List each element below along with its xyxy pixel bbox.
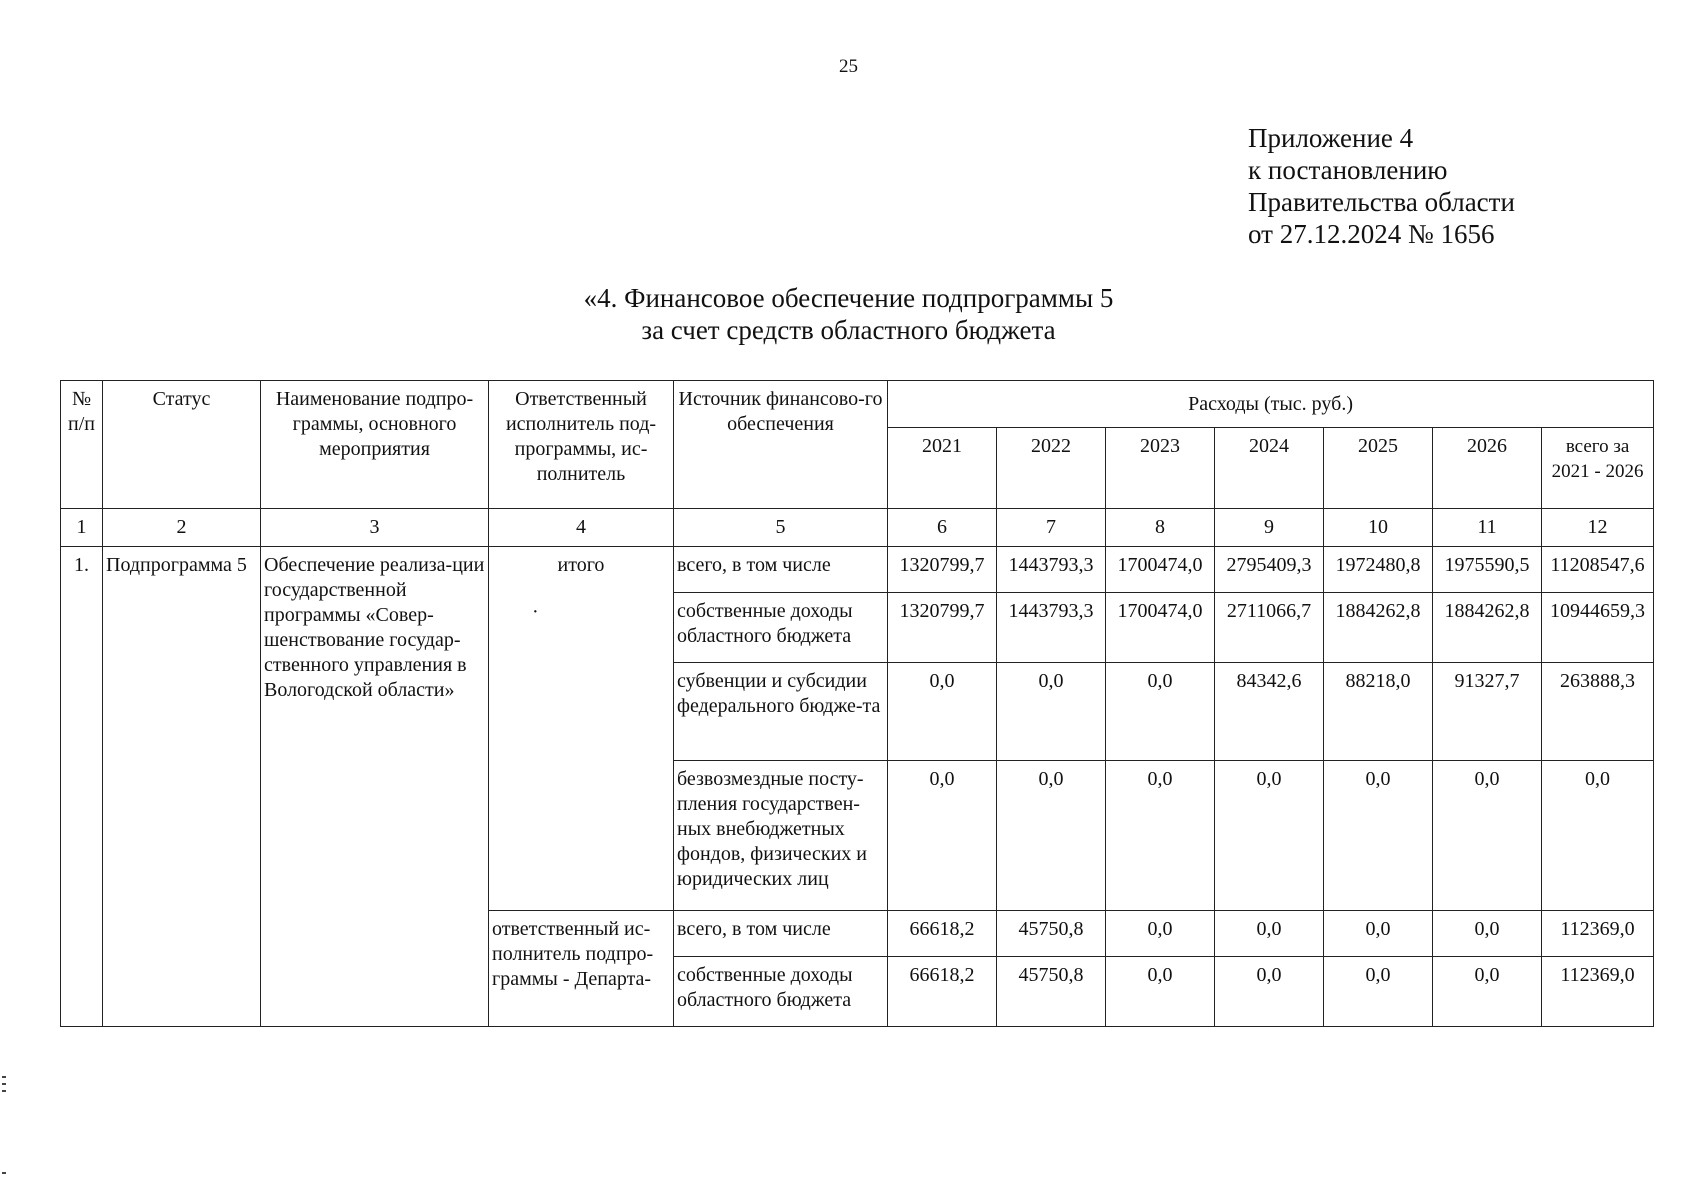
annex-line: Правительства области bbox=[1248, 187, 1515, 217]
column-number: 7 bbox=[997, 509, 1106, 547]
row-number: 1. bbox=[61, 547, 103, 1027]
page-number: 25 bbox=[839, 56, 858, 77]
value-cell: 1700474,0 bbox=[1106, 593, 1215, 663]
header-expenses: Расходы (тыс. руб.) bbox=[888, 381, 1654, 428]
value-cell: 1700474,0 bbox=[1106, 547, 1215, 593]
value-cell: 0,0 bbox=[1106, 957, 1215, 1027]
value-cell: 2711066,7 bbox=[1215, 593, 1324, 663]
header-source: Источник финансово-го обеспечения bbox=[674, 381, 888, 509]
row-source: безвозмездные посту-пления государствен-ных внебюджетных фондов, физических и юридических лиц bbox=[674, 761, 888, 911]
header-year: 2023 bbox=[1106, 428, 1215, 509]
value-cell: 0,0 bbox=[1324, 761, 1433, 911]
value-cell: 45750,8 bbox=[997, 911, 1106, 957]
header-year: 2025 bbox=[1324, 428, 1433, 509]
header-year: 2022 bbox=[997, 428, 1106, 509]
value-cell: 0,0 bbox=[1106, 911, 1215, 957]
header-executor: Ответственный исполнитель под-программы, ис-полнитель bbox=[489, 381, 674, 509]
row-source: всего, в том числе bbox=[674, 547, 888, 593]
annex-line: к постановлению bbox=[1248, 155, 1448, 185]
header-name: Наименование подпро-граммы, основного мероприятия bbox=[261, 381, 489, 509]
row-source: субвенции и субсидии федерального бюдже-та bbox=[674, 663, 888, 761]
column-number: 11 bbox=[1433, 509, 1542, 547]
annex-block bbox=[1248, 122, 1515, 250]
value-cell: 0,0 bbox=[997, 663, 1106, 761]
scan-margin-mark bbox=[2, 1172, 6, 1174]
value-cell: 0,0 bbox=[997, 761, 1106, 911]
row-executor-responsible: ответственный ис-полнитель подпро-граммы - Департа- bbox=[489, 911, 674, 1027]
annex-line: Приложение 4 bbox=[1248, 123, 1414, 153]
annex-line: от 27.12.2024 № 1656 bbox=[1248, 219, 1495, 249]
column-number: 3 bbox=[261, 509, 489, 547]
header-year: 2024 bbox=[1215, 428, 1324, 509]
value-cell: 91327,7 bbox=[1433, 663, 1542, 761]
value-cell: 84342,6 bbox=[1215, 663, 1324, 761]
column-number: 2 bbox=[103, 509, 261, 547]
header-year: 2021 bbox=[888, 428, 997, 509]
value-cell: 1975590,5 bbox=[1433, 547, 1542, 593]
value-cell: 112369,0 bbox=[1542, 957, 1654, 1027]
value-cell: 0,0 bbox=[888, 663, 997, 761]
table-row bbox=[61, 547, 1654, 593]
value-cell: 0,0 bbox=[1215, 957, 1324, 1027]
column-number: 8 bbox=[1106, 509, 1215, 547]
value-cell: 0,0 bbox=[1324, 911, 1433, 957]
column-number: 4 bbox=[489, 509, 674, 547]
row-executor-total bbox=[489, 547, 674, 911]
value-cell: 2795409,3 bbox=[1215, 547, 1324, 593]
row-source: собственные доходы областного бюджета bbox=[674, 593, 888, 663]
value-cell: 0,0 bbox=[888, 761, 997, 911]
budget-table bbox=[60, 380, 1654, 1027]
value-cell: 1443793,3 bbox=[997, 547, 1106, 593]
value-cell: 10944659,3 bbox=[1542, 593, 1654, 663]
scan-margin-mark bbox=[2, 1090, 6, 1092]
value-cell: 1320799,7 bbox=[888, 593, 997, 663]
column-number: 10 bbox=[1324, 509, 1433, 547]
title-line: «4. Финансовое обеспечение подпрограммы 5 bbox=[583, 283, 1114, 313]
value-cell: 0,0 bbox=[1433, 761, 1542, 911]
title-line: за счет средств областного бюджета bbox=[641, 315, 1056, 345]
row-name: Обеспечение реализа-ции государственной программы «Совер-шенствование государ-ственного управления в Вологодской области» bbox=[261, 547, 489, 1027]
value-cell: 1320799,7 bbox=[888, 547, 997, 593]
value-cell: 1884262,8 bbox=[1433, 593, 1542, 663]
value-cell: 1884262,8 bbox=[1324, 593, 1433, 663]
scan-margin-mark bbox=[2, 1083, 6, 1085]
value-cell: 112369,0 bbox=[1542, 911, 1654, 957]
executor-total-label: итого bbox=[557, 554, 605, 576]
column-number: 12 bbox=[1542, 509, 1654, 547]
value-cell: 0,0 bbox=[1106, 761, 1215, 911]
scan-margin-mark bbox=[2, 1076, 6, 1078]
executor-total-mark: · bbox=[532, 601, 539, 623]
row-status: Подпрограмма 5 bbox=[103, 547, 261, 1027]
row-source: собственные доходы областного бюджета bbox=[674, 957, 888, 1027]
value-cell: 0,0 bbox=[1542, 761, 1654, 911]
value-cell: 88218,0 bbox=[1324, 663, 1433, 761]
header-year: 2026 bbox=[1433, 428, 1542, 509]
value-cell: 0,0 bbox=[1324, 957, 1433, 1027]
value-cell: 0,0 bbox=[1106, 663, 1215, 761]
value-cell: 0,0 bbox=[1433, 911, 1542, 957]
value-cell: 11208547,6 bbox=[1542, 547, 1654, 593]
value-cell: 0,0 bbox=[1215, 761, 1324, 911]
column-number: 9 bbox=[1215, 509, 1324, 547]
value-cell: 1443793,3 bbox=[997, 593, 1106, 663]
header-status: Статус bbox=[103, 381, 261, 509]
row-source: всего, в том числе bbox=[674, 911, 888, 957]
column-number: 6 bbox=[888, 509, 997, 547]
document-title bbox=[0, 282, 1697, 346]
value-cell: 0,0 bbox=[1433, 957, 1542, 1027]
value-cell: 263888,3 bbox=[1542, 663, 1654, 761]
value-cell: 66618,2 bbox=[888, 911, 997, 957]
column-number: 5 bbox=[674, 509, 888, 547]
column-number-row bbox=[61, 509, 1654, 547]
header-year-total: всего за 2021 - 2026 bbox=[1542, 428, 1654, 509]
header-num: № п/п bbox=[61, 381, 103, 509]
value-cell: 45750,8 bbox=[997, 957, 1106, 1027]
value-cell: 1972480,8 bbox=[1324, 547, 1433, 593]
value-cell: 66618,2 bbox=[888, 957, 997, 1027]
value-cell: 0,0 bbox=[1215, 911, 1324, 957]
column-number: 1 bbox=[61, 509, 103, 547]
